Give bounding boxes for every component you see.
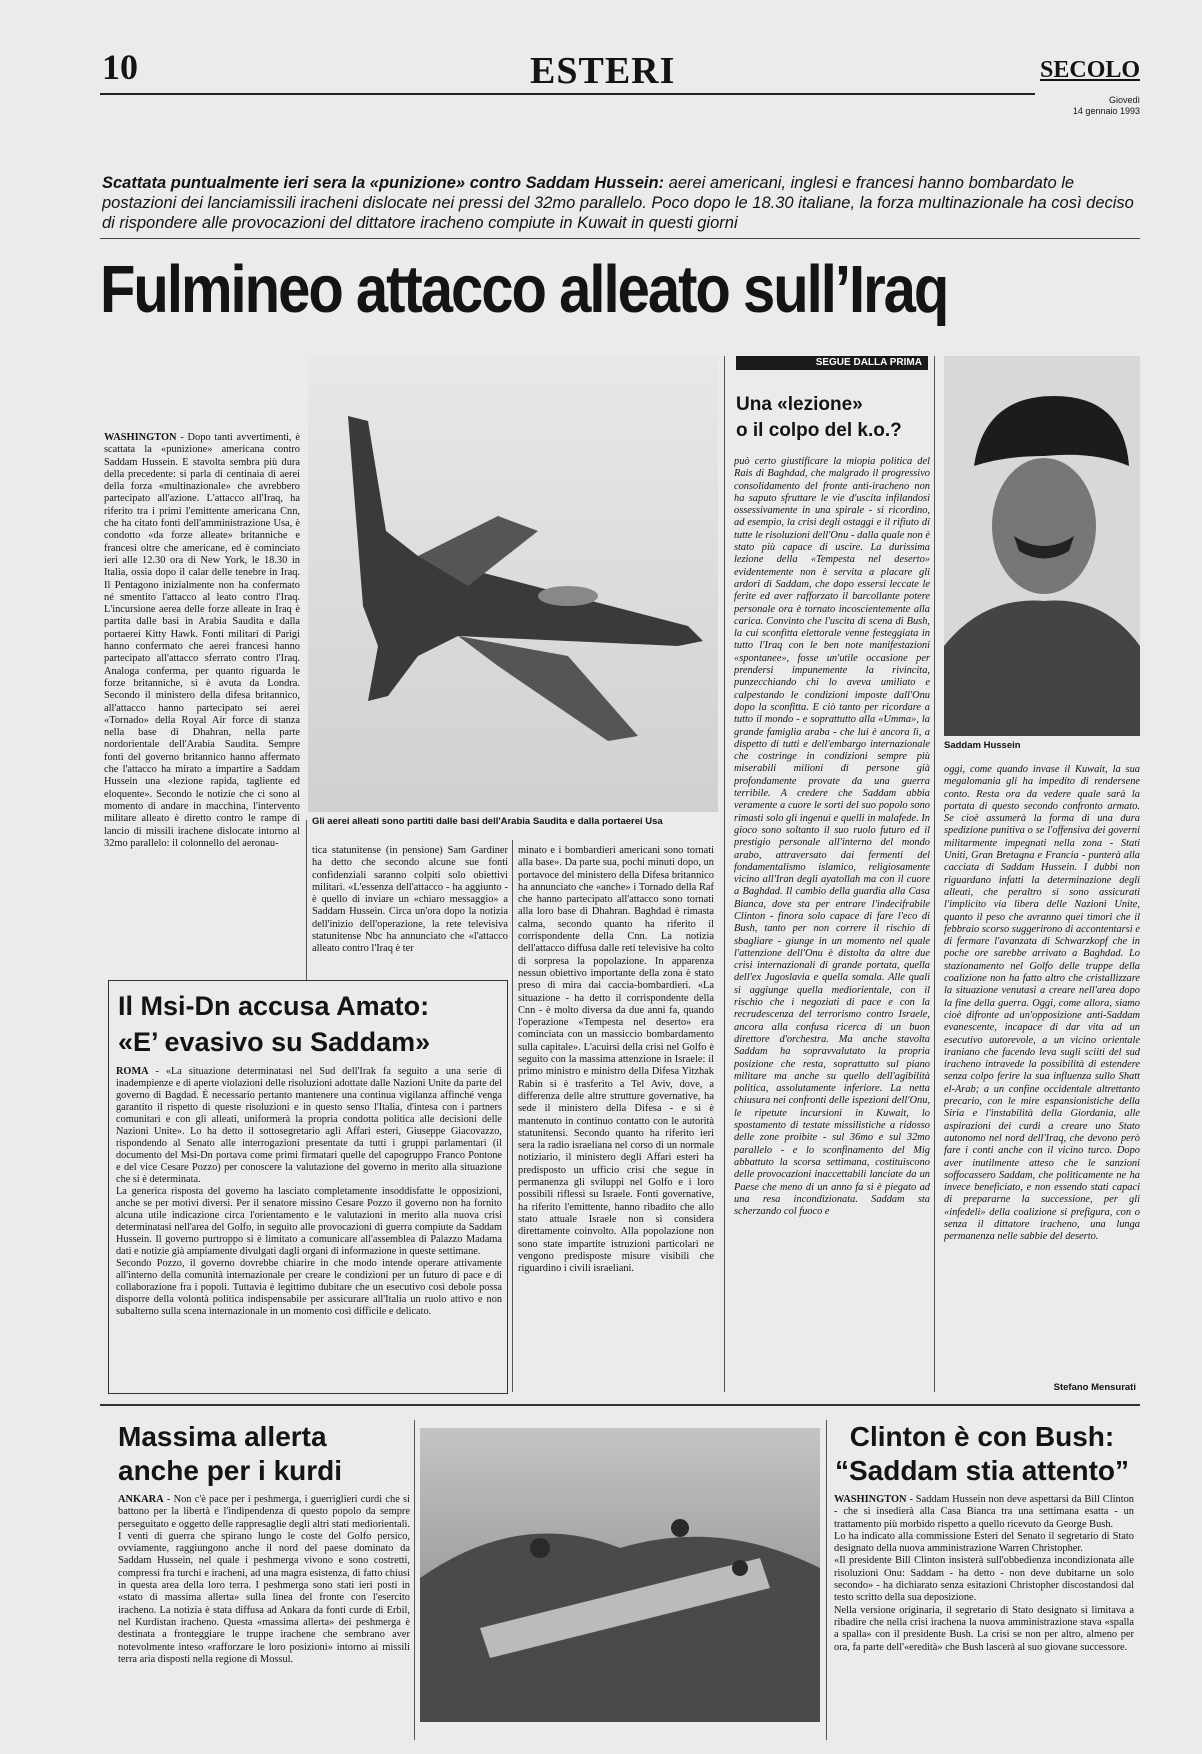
kurdi-headline-2: anche per i kurdi [118, 1455, 343, 1486]
clinton-headline-1: Clinton è con Bush: [849, 1421, 1115, 1452]
main-article-col1 [104, 432, 300, 972]
msi-article-text [116, 1066, 502, 1388]
bottom-section-rule [100, 1404, 1140, 1406]
clinton-paragraph-2: Lo ha indicato alla commissione Esteri del Senato il segretario di Stato designato della nuova amministrazione Warren Christopher. [834, 1530, 1134, 1555]
kurdi-photo [420, 1428, 820, 1722]
main-dateline: WASHINGTON [104, 432, 177, 443]
clinton-paragraph-4: Nella versione originaria, il segretario di Stato designato si limitava a ribadire che nella crisi irachena la nuova amministrazione stava «spalla a spalla» con il presidente Bush. La crisi se non per altro, almeno per ora, fa parte dell'«eredità» che Bush lascerà al suo giovane successore. [834, 1604, 1134, 1653]
aircraft-photo-caption: Gli aerei alleati sono partiti dalle basi dell'Arabia Saudita e dalla portaerei Usa [312, 816, 663, 827]
msi-paragraph-2: La generica risposta del governo ha lasciato completamente insoddisfatte le opposizioni, anche se per motivi diversi. Per il senatore missino Cesare Pozzo il governo non ha fornito alcuna utile indicazione circa l'orientamento e le valutazioni in merito alla nuova crisi determinatasi nell'area del Golfo, in seguito alle provocazioni di guerra compiute da Saddam Hussein. Il governo purtroppo si è limitato a comunicare all'assemblea di Palazzo Madama dati e notizie già ampiamente divulgati dagli organi di informazione in queste settimane. [116, 1186, 502, 1257]
editorial-col2: oggi, come quando invase il Kuwait, la sua megalomania gli ha impedito di rendersene conto. Resta ora da vedere quale sarà la portata di questo secondo confronto armato. Se cioè assumerà la forma di una dura spedizione punitiva o se l'offensiva dei governi militarmente impegnati nella zona - Stati Uniti, Gran Bretagna e Francia - punterà alla cacciata di Saddam Hussein. I dubbi non riguardano infatti la determinazione degli alleati, che peraltro si sono assicurati l'implicito via libera delle Nazioni Unite, quanto il peso che avranno quei timori che il febbraio scorso suggerirono di accontentarsi e di fermare l'avanzata di Schwarzkopf che in poche ore sarebbe arrivato a Baghdad. Lo stazionamento nel Golfo delle truppe della coalizione non ha fatto altro che cristallizzare la situazione venutasi a creare nell'area dopo la fine della guerra. Oggi, come allora, siamo cioè difronte ad un'opposizione anti-Saddam evanescente, incapace di dar vita ad un esecutivo autorevole, a un vicino orientale iraniano che facendo leva sugli sciiti del sud iracheno intravede la possibilità di estendere senza colpo ferire la sua influenza sullo Shatt el-Arab; a un confine occidentale altrettanto precario, con le mire espansionistiche della Siria e l'instabilità della Giordania, alle aspirazioni dei curdi a creare uno Stato autonomo nel nord dell'Iraq, che devono però fare i conti anche con il vicino turco. Dopo aver inutilmente atteso che le sanzioni soffocassero Saddam, che politicamente ne ha invece beneficiato, e non essendo stati capaci di prepararne la successione, per gli «infedeli» della coalizione si prefigura, con o senza il dittatore iracheno, una lunga permanenza nelle sabbie del deserto. [944, 764, 1140, 1243]
col-rule-5 [414, 1420, 415, 1740]
kicker-rule [100, 238, 1140, 239]
lead-kicker-text: aerei americani, inglesi e francesi hanno bombardato le postazioni dei lanciamissili iracheni dislocate nei pressi del 32mo parallelo. Poco dopo le 18.30 italiane, la forza multinazionale ha così deciso di rispondere alle provocazioni del dittatore iracheno compiute in Kuwait in questi giorni [102, 174, 1134, 232]
main-headline: Fulmineo attacco alleato sull’Iraq [100, 252, 948, 327]
main-col1-text: - Dopo tanti avvertimenti, è scattata la «punizione» americana contro Saddam Hussein. E stavolta sembra più dura della precedente: si parla di centinaia di aerei della forza «multinazionale» che avrebbero partecipato all'azione. L'attacco all'Iraq, ha riferito tra i primi l'emittente americana Cnn, che ha citato fonti dell'amministrazione Usa, è condotto «da forze alleate» britanniche e francesi oltre che americane, ed è cominciato ieri alle 12.30 ora di New York, le 18.30 in Italia, ossia dopo il calar delle tenebre in Iraq. Il Pentagono inizialmente non ha confermato né smentito l'attacco al leato contro l'Iraq. L'incursione aerea delle forze alleate in Iraq è partita dalle basi in Arabia Saudita e dalla portaerei Kitty Hawk. Fonti militari di Parigi hanno confermato che aerei francesi hanno partecipato all'attacco sferrato contro l'Iraq. Analoga conferma, per quanto riguarda le forze britanniche, si è avuta da Londra. Secondo il ministero della difesa britannico, all'attacco hanno partecipato sei aerei «Tornado» della Royal Air force di stanza nella base di Dhahran, nella parte nordorientale dell'Arabia Saudita. Sempre fonti del governo britannico hanno affermato che l'attacco ha mirato a impartire a Saddam Hussein una «lezione rapida, tagliente ed eloquente». Secondo le notizie che ci sono al momento di andare in macchina, l'intervento militare alleato è diretto contro le rampe di lancio di missili irachene dislocate intorno al 32mo parallelo: il colonnello del aeronau- [104, 432, 300, 849]
clinton-dateline: WASHINGTON [834, 1494, 907, 1505]
crowd-scene-icon [420, 1428, 820, 1722]
main-article-col2: tica statunitense (in pensione) Sam Gardiner ha detto che secondo alcune sue fonti confidenziali saranno colpiti solo obiettivi militari. «L'essenza dell'attacco - ha aggiunto - è quello di inviare un «chiaro messaggio» a Saddam Hussein. Circa un'ora dopo la notizia dell'inizio dell'operazione, la rete televisiva statunitense Nbc ha annunciato che «l'attacco alleato contro l'Iraq è ter [312, 845, 508, 955]
header-rule [100, 93, 1035, 95]
saddam-photo [944, 356, 1140, 736]
masthead: SECOLO [1040, 57, 1140, 83]
aircraft-photo [308, 356, 718, 812]
msi-headline-2: «E’ evasivo su Saddam» [118, 1027, 431, 1057]
editorial-headline-1: Una «lezione» [736, 394, 863, 415]
col-rule-2 [512, 840, 513, 1392]
msi-headline-1: Il Msi-Dn accusa Amato: [118, 991, 430, 1021]
kurdi-article-text [118, 1494, 410, 1744]
kurdi-dateline: ANKARA [118, 1494, 164, 1505]
msi-paragraph-1: - «La situazione determinatasi nel Sud dell'Irak fa seguito a una serie di inadempienze e di aperte violazioni delle risoluzioni adottate dalle Nazioni Unite da parte del governo di Bagdad. È necessario pertanto mantenere una continua vigilanza affinché venga garantito il rispetto di queste risoluzioni e in questo senso l'Italia, d'intesa con i partners comunitari e con gli alleati, uniformerà la propria condotta politica alle decisioni delle Nazioni Unite». Lo ha detto il sottosegretario agli Affari esteri, Giuseppe Giacovazzo, rispondendo al Senato alle interrogazioni presentate da tutti i gruppi parlamentari (il documento del Msi-Dn portava come primi firmatari quelle del capogruppo Franco Pontone e del vice Cesare Pozzo) per conoscere la valutazione del governo in merito alla situazione che si è determinata. [116, 1066, 502, 1185]
lead-kicker-bold: Scattata puntualmente ieri sera la «punizione» contro Saddam Hussein: [102, 174, 665, 192]
col-rule-1 [306, 820, 307, 980]
editorial-headline-2: o il colpo del k.o.? [736, 420, 902, 441]
col-rule-3 [724, 356, 725, 1392]
clinton-headline-2: “Saddam stia attento” [834, 1455, 1130, 1486]
main-article-col3: minato e i bombardieri americani sono tornati alla base». Da parte sua, pochi minuti dopo, un portavoce del ministero della Difesa britannico ha annunciato che «anche» i Tornado della Raf che hanno partecipato all'attacco sono tornati alla loro base di Dhahran. Baghdad è rimasta calma, secondo quanto ha riferito il corrispondente della Cnn. La notizia dell'attacco diffusa dalle reti televisive ha colto di sorpresa la popolazione. In apparenza nessun obiettivo importante della zona è stato preso di mira dai caccia-bombardieri. «La situazione - ha detto il corrispondente della Cnn - è molto diversa da due anni fa, quando l'operazione «Tempesta nel deserto» era cominciata con un massiccio bombardamento sulla capitale». L'acuirsi della crisi nel Golfo è seguito con la massima attenzione in Israele: il primo ministro e ministro della Difesa Yitzhak Rabin si è trasferito a Tel Aviv, dove, a differenza delle altre strutture governative, ha sede il ministero della Difesa - e si è mantenuto in continuo contatto con le autorità statunitensi. Secondo quanto ha riferito ieri sera la radio israeliana nel corso di un normale notiziario, il ministero degli Affari esteri ha predisposto un ufficio crisi che segue in permanenza gli sviluppi nel Golfo e i loro possibili riflessi su Israele. Fonti governative, ha riferito l'emittente, hanno ribadito che allo stato attuale Israele non si considera direttamente coinvolto. Alla popolazione non sono state impartite istruzioni particolari ne vengono predisposte misure visibili che riguardino i civili israeliani. [518, 845, 714, 1275]
jet-icon [308, 356, 718, 812]
clinton-paragraph-3: «Il presidente Bill Clinton insisterà sull'obbedienza incondizionata alle risoluzioni Onu: Saddam - ha detto - non deve dubitarne un solo secondo» - ha dichiarato senza esitazioni Christopher discostandosi dal testo scritto della sua deposizione. [834, 1555, 1134, 1604]
portrait-icon [944, 356, 1140, 736]
msi-paragraph-3: Secondo Pozzo, il governo dovrebbe chiarire in che modo intende operare attivamente all'interno della comunità internazionale per creare le condizioni per un futuro di pace e di collaborazione fra i popoli. Tuttavia è legittimo dubitare che un esecutivo così debole possa disporre della volontà politica indispensabile per assicurare all'Italia un ruolo attivo e non subalterno sulla scena internazionale in un momento così difficile e delicato. [116, 1258, 502, 1317]
lead-kicker [102, 173, 1142, 235]
clinton-paragraph-1: - Saddam Hussein non deve aspettarsi da Bill Clinton - che si insedierà alla Casa Bianca tra una settimana esatta - un trattamento più morbido rispetto a quello ricevuto da George Bush. [834, 1494, 1134, 1530]
kurdi-text: - Non c'è pace per i peshmerga, i guerriglieri curdi che si battono per la libertà e l'indipendenza di questo popolo da sempre perseguitato e oggetto delle rappresaglie degli altri stati mediorientali. I venti di guerra che spirano lungo le coste del Golfo persico, ovviamente, raggiungono anche il nord del paese dominato da Saddam Hussein, nel quale i peshmerga vivono e sono costretti, compressi fra turchi e iracheni, ad una magra esistenza, di fatto chiusi in questa area della loro terra. I peshmerga sono stati ieri posti in «stato di massima allerta» sulla linea del fronte con l'esercito iracheno. La notizia è stata diffusa ad Ankara da fonti curde di Erbil, nel Kurdistan iracheno. Questa «massima allerta» dei peshmerga è destinata a fronteggiare le truppe irachene che sembrano aver notevolmente inteso «rafforzare le loro posizioni» intorno ai missili terra aria disposti nella regione di Mossul. [118, 1494, 410, 1665]
editorial-author: Stefano Mensurati [1053, 1382, 1136, 1393]
header-day: Giovedì [1108, 95, 1140, 105]
col-rule-4 [934, 356, 935, 1392]
section-title: ESTERI [530, 50, 676, 92]
msi-dateline: ROMA [116, 1066, 149, 1077]
clinton-article-text [834, 1494, 1134, 1744]
editorial-tag: SEGUE DALLA PRIMA [736, 356, 928, 370]
saddam-photo-caption: Saddam Hussein [944, 740, 1021, 751]
editorial-col1: può certo giustificare la miopia politica del Rais di Baghdad, che malgrado il progressivo consolidamento del fronte anti-iracheno non ha saputo sfruttare le vie d'uscita infilandosi ossessivamente in una spirale - si ricordino, ad esempio, la crisi degli ostaggi e il rifiuto di tutte le risoluzioni dell'Onu - dalla quale non è stato più capace di uscire. La durissima lezione della «Tempesta nel deserto» evidentemente non è servita a placare gli ardori di Saddam, che dopo essersi leccate le ferite ed aver rafforzato il barcollante potere personale ora è tornato incoscientemente alla carica. Convinto che l'uscita di scena di Bush, la cui sconfitta elettorale venne festeggiata in tutto l'Iraq con le ben note manifestazioni «spontanee», fosse un'utile occasione per prendersi impunemente la rivincita, punzecchiando chi lo aveva umiliato e calpestando le condizioni imposte dall'Onu dopo la sconfitta. E ciò tanto per ricordare a tutto il mondo - e soprattutto alla «Umma», la grande famiglia araba - che lui è ancora lì, a dispetto di tutti e dell'embargo internazionale che costringe in condizioni sempre più miserabili milioni di persone già profondamente provate da una guerra terribile. A credere che Saddam abbia veramente a cuore le sorti del suo popolo sono rimasti solo gli ingenui e quelli in malafede. In gioco sono soltanto il suo ruolo futuro ed il prestigio personale all'interno del mondo arabo, attraversato dai fermenti del fondamentalismo islamico, religiosamente vicino all'Iran degli ayatollah ma con il cuore a Baghdad. Il cambio della guardia alla Casa Bianca, dove sta per entrare l'indecifrabile Clinton - finora solo capace di fare l'eco di Bush, tanto per non correre il rischio di sbagliare - giunge in un momento nel quale l'attenzione dell'Onu è distolta da altre due crisi internazionali di grande portata, quella dell'ex Jugoslavia e quella somala. Alle quali si aggiunge quella mediorientale, con il rischio che i negoziati di pace e con la recrudescenza del terrorismo contro Israele, ancora alla confusa ricerca di un buon direttore d'orchestra. Ma anche stavolta Saddam ha sopravvalutato la propria posizione che resta, soprattutto sul piano militare ma anche su quello dell'agibilità politica, assolutamente inferiore. La netta chiusura nei confronti delle ispezioni dell'Onu, le ripetute incursioni in Kuwait, lo spostamento di testate missilistiche a ridosso delle zone proibite - sul 36mo e sul 32mo parallelo - e lo sconfinamento del Mig abbattuto la scorsa settimana, costituiscono delle provocazioni inaccettabili lanciate da un Paese che meno di un anno fa si è piegato ad una resa incondizionata. Saddam sta scherzando col fuoco e [734, 456, 930, 1218]
page-number: 10 [102, 47, 138, 87]
kurdi-headline-1: Massima allerta [118, 1421, 327, 1452]
header-date: 14 gennaio 1993 [1072, 106, 1140, 116]
